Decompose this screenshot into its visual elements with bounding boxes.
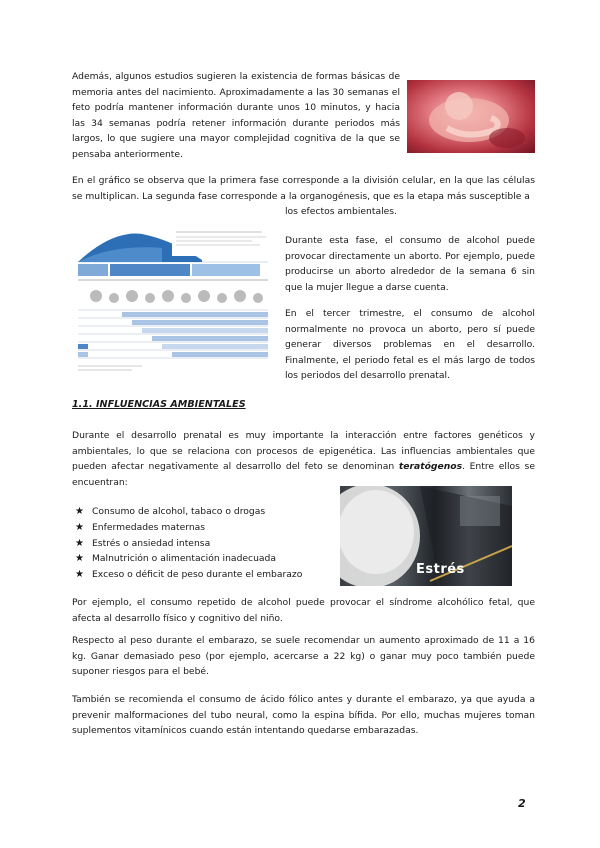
paragraph-third-trimester: En el tercer trimestre, el consumo de alcohol normalmente no provoca un aborto, pero sí puede generar diversos problemas en el desarrollo. Finalmente, el periodo fetal es el más largo de todos los periodos del desarrollo prenatal. — [285, 308, 535, 382]
list-item: ★ Exceso o déficit de peso durante el embarazo — [72, 567, 302, 583]
page-number: 2 — [518, 797, 526, 810]
paragraph-fetal-alcohol: Por ejemplo, el consumo repetido de alcohol puede provocar el síndrome alcohólico fetal, que afecta al desarrollo físico y cognitivo del niño. — [72, 597, 535, 624]
stress-image-label: Estrés — [416, 562, 465, 577]
paragraph-organogenesis-alcohol: Durante esta fase, el consumo de alcohol puede provocar directamente un aborto. Por ejemplo, puede producirse un aborto alrededor de la semana 6 sin que la mujer llegue a darse cuenta. — [285, 235, 535, 293]
teratogens-list — [72, 504, 302, 583]
list-item: ★ Enfermedades maternas — [72, 520, 302, 536]
paragraph-environmental-influences: Durante el desarrollo prenatal es muy importante la interacción entre factores genéticos y ambientales, lo que se relaciona con procesos de epigenética. Las influencias ambientales que pueden afectar negativamente al desarrollo del feto se denominan teratógenos. Entre ellos se encuentran: — [72, 430, 535, 488]
paragraph-memory: Además, algunos estudios sugieren la existencia de formas básicas de memoria antes del nacimiento. Aproximadamente a las 30 semanas el feto podría mantener información durante unos 10 minutos, y hacia las 34 semanas podría retener información durante periodos más largos, lo que sugiere una mayor complejidad cognitiva de la que se pensaba anteriormente. — [72, 71, 400, 160]
star-icon: ★ — [75, 506, 84, 517]
list-item: ★ Malnutrición o alimentación inadecuada — [72, 551, 302, 567]
teratogens-term: teratógenos — [398, 461, 463, 473]
paragraph-weight: Respecto al peso durante el embarazo, se suele recomendar un aumento aproximado de 11 a 16 kg. Ganar demasiado peso (por ejemplo, acercarse a 22 kg) o ganar muy poco también puede suponer riesgos para el bebé. — [72, 635, 535, 678]
section-heading: 1.1. INFLUENCIAS AMBIENTALES — [72, 399, 246, 410]
paragraph-phases: En el gráfico se observa que la primera fase corresponde a la división celular, en la que las células se multiplican. La segunda fase corresponde a la organogénesis, que es la etapa más susceptible a — [72, 175, 535, 202]
list-item: ★ Consumo de alcohol, tabaco o drogas — [72, 504, 302, 520]
paragraph-phases-end: los efectos ambientales. — [285, 206, 397, 217]
star-icon: ★ — [75, 553, 84, 565]
star-icon: ★ — [75, 521, 84, 533]
fetus-image — [407, 80, 535, 153]
star-icon: ★ — [75, 569, 84, 581]
paragraph-folic-acid: También se recomienda el consumo de ácido fólico antes y durante el embarazo, ya que ayuda a prevenir malformaciones del tubo neural, como la espina bífida. Por ello, muchas mujeres toman suplementos vitamínicos cuando están intentando quedarse embarazadas. — [72, 694, 535, 737]
star-icon: ★ — [75, 537, 84, 549]
prenatal-development-diagram — [72, 222, 270, 374]
list-item: ★ Estrés o ansiedad intensa — [72, 536, 302, 552]
stress-image — [340, 486, 512, 586]
